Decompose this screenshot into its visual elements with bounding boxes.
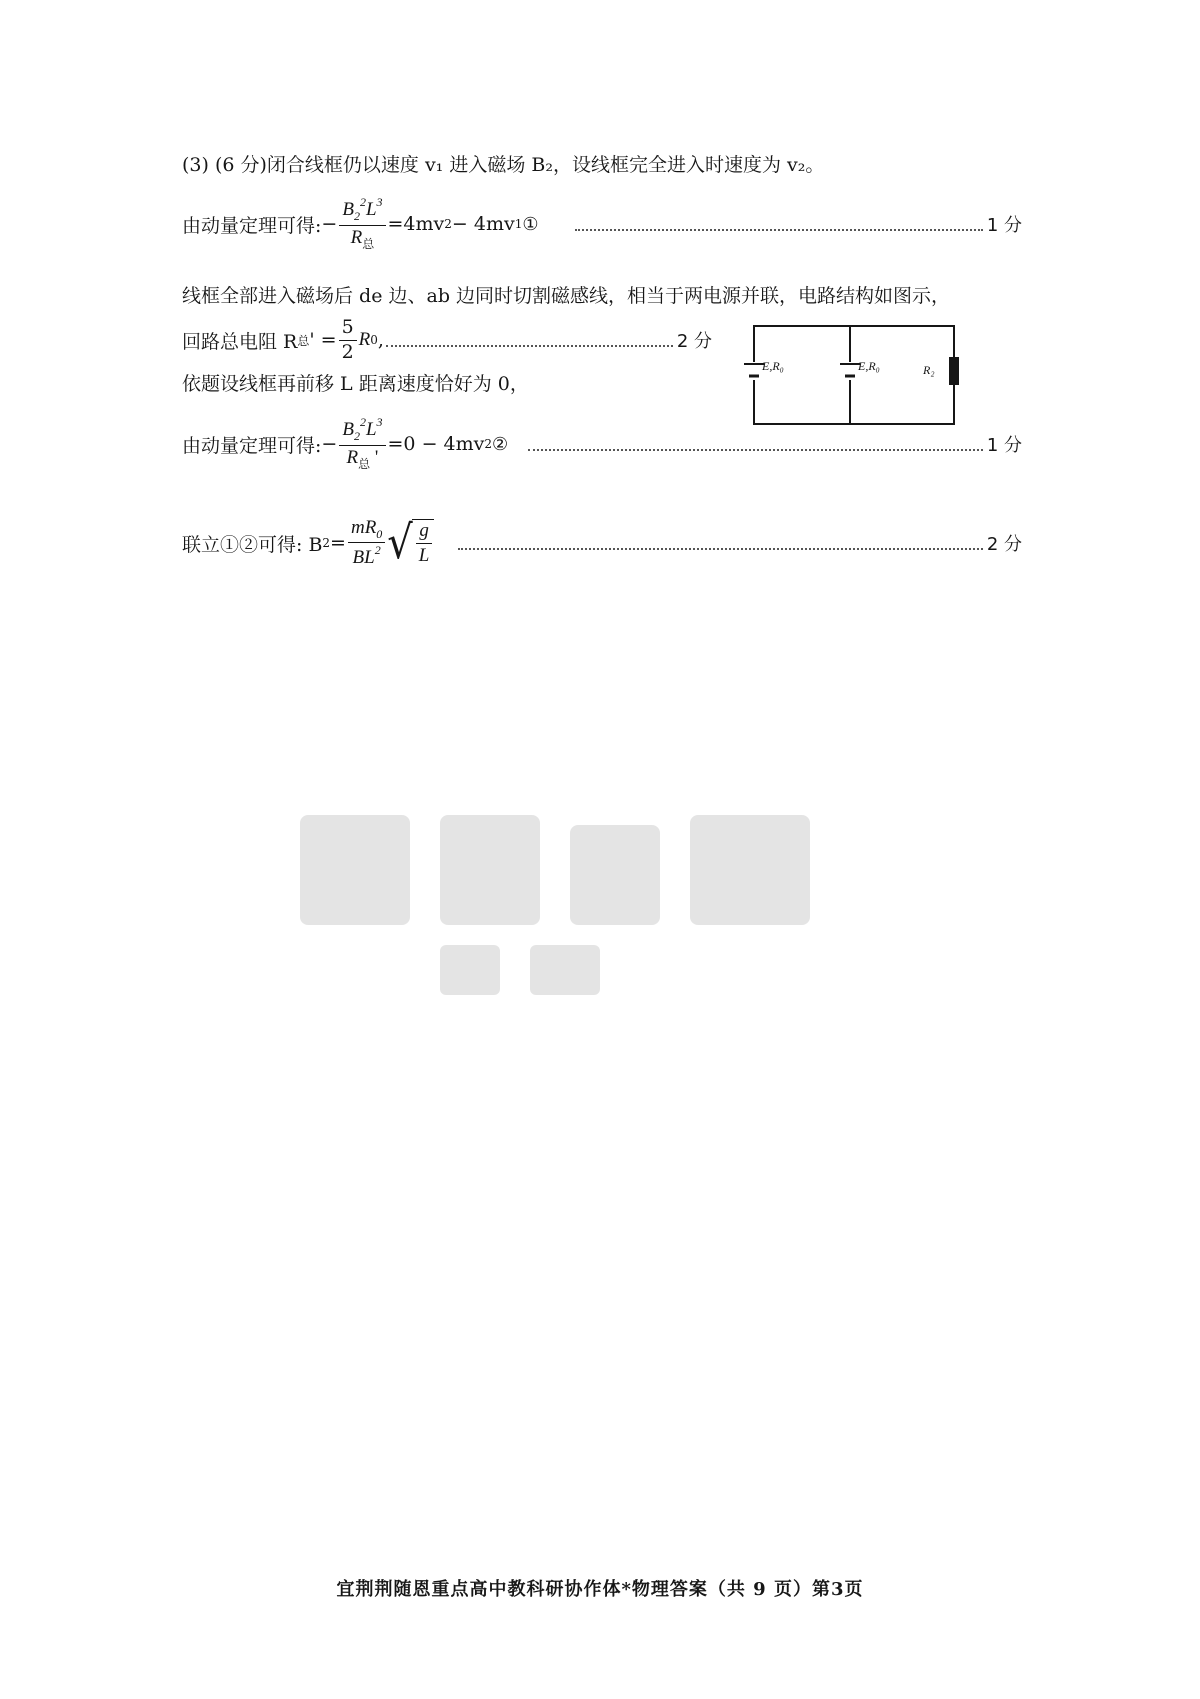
part3-intro: (3) (6 分)闭合线框仍以速度 v₁ 进入磁场 B₂，设线框完全进入时速度为 v₂。: [182, 154, 825, 176]
eq2-prefix: 由动量定理可得:: [182, 434, 322, 457]
resistor-symbol: [949, 357, 959, 385]
eq1-den-sub: 总: [362, 237, 375, 251]
move-distance-text: 依题设线框再前移 L 距离速度恰好为 0，: [182, 373, 529, 395]
eq1-num-sub: 2: [353, 209, 360, 224]
faint-watermark-logo: [290, 805, 850, 1005]
eq2-num-sup2: 3: [376, 415, 383, 430]
eq1-rhs-sub2: 1: [514, 217, 523, 231]
final-score: 2 分: [986, 534, 1022, 555]
eq1-num-sup1: 2: [359, 195, 366, 210]
eq2-rhs: =0 − 4mv: [387, 433, 485, 455]
resistance-prime: ' =: [309, 329, 337, 351]
resistor-label: R₂: [923, 363, 935, 377]
eq1-num-sup2: 3: [376, 195, 383, 210]
eq2-fraction: [339, 416, 385, 472]
eq1-score: 1 分: [986, 215, 1022, 236]
square-root: [387, 516, 434, 570]
dot-leader: [458, 548, 982, 550]
eq1-rhs-mid: − 4mv: [451, 213, 515, 235]
resistance-R: R: [358, 329, 371, 350]
momentum-equation-2: [182, 415, 1022, 471]
final-result-equation: [182, 516, 1022, 570]
eq2-circle-number: ②: [492, 433, 509, 455]
eq2-den-R: R: [346, 447, 359, 468]
fraction-num: 5: [339, 317, 357, 341]
fraction-den: 2: [341, 340, 354, 363]
sqrt-num: g: [416, 520, 432, 544]
final-fraction: [348, 517, 385, 570]
resistance-sub: 总: [297, 333, 310, 348]
resistance-comma: ,: [377, 329, 384, 351]
parallel-sources-text: 线框全部进入磁场后 de 边、ab 边同时切割磁感线，相当于两电源并联，电路结构如图示，: [182, 285, 951, 307]
page-footer: 宜荆荆随恩重点高中教科研协作体*物理答案（共 9 页）第3页: [336, 1579, 864, 1600]
sqrt-fraction: [416, 520, 433, 567]
dot-leader: [386, 345, 673, 347]
radical-sign: √: [387, 516, 413, 570]
resistance-score: 2 分: [676, 331, 712, 352]
eq2-num-sub: 2: [353, 429, 360, 444]
final-equals: =: [330, 532, 346, 554]
parallel-circuit-diagram: [735, 322, 965, 430]
eq2-num-L: L: [365, 419, 377, 441]
momentum-equation-1: [182, 195, 1022, 251]
eq1-den-R: R: [350, 227, 363, 248]
source-2-label: E,R₀: [858, 359, 880, 373]
eq1-fraction: [339, 196, 385, 252]
eq1-num-B: B: [342, 199, 354, 221]
final-prefix: 联立①②可得: B: [182, 533, 323, 556]
eq1-rhs-sub1: 2: [444, 217, 452, 231]
five-halves-fraction: [339, 317, 357, 364]
resistance-R-sub: 0: [370, 333, 378, 347]
eq2-den-sub: 总: [358, 457, 371, 471]
eq2-num-sup1: 2: [359, 415, 366, 430]
final-num-sub: 0: [376, 526, 383, 541]
eq2-minus: −: [321, 433, 338, 455]
final-prefix-sub: 2: [322, 536, 331, 550]
eq2-rhs-sub: 2: [484, 437, 493, 451]
total-resistance-equation: [182, 315, 712, 363]
sqrt-den: L: [418, 545, 430, 566]
eq1-prefix: 由动量定理可得:: [182, 214, 322, 237]
final-den-sup: 2: [374, 543, 381, 558]
eq2-den-prime: ': [370, 447, 379, 468]
dot-leader: [575, 229, 983, 231]
eq1-num-L: L: [365, 199, 377, 221]
final-den: BL: [352, 547, 375, 569]
eq2-num-B: B: [342, 419, 354, 441]
eq1-circle-number: ①: [522, 213, 539, 235]
final-num: mR: [350, 516, 377, 538]
dot-leader: [528, 449, 983, 451]
eq2-score: 1 分: [986, 435, 1022, 456]
source-1-label: E,R₀: [762, 359, 784, 373]
eq1-minus: −: [321, 213, 338, 235]
resistance-prefix: 回路总电阻 R: [182, 330, 298, 353]
eq1-rhs: =4mv: [387, 213, 445, 235]
